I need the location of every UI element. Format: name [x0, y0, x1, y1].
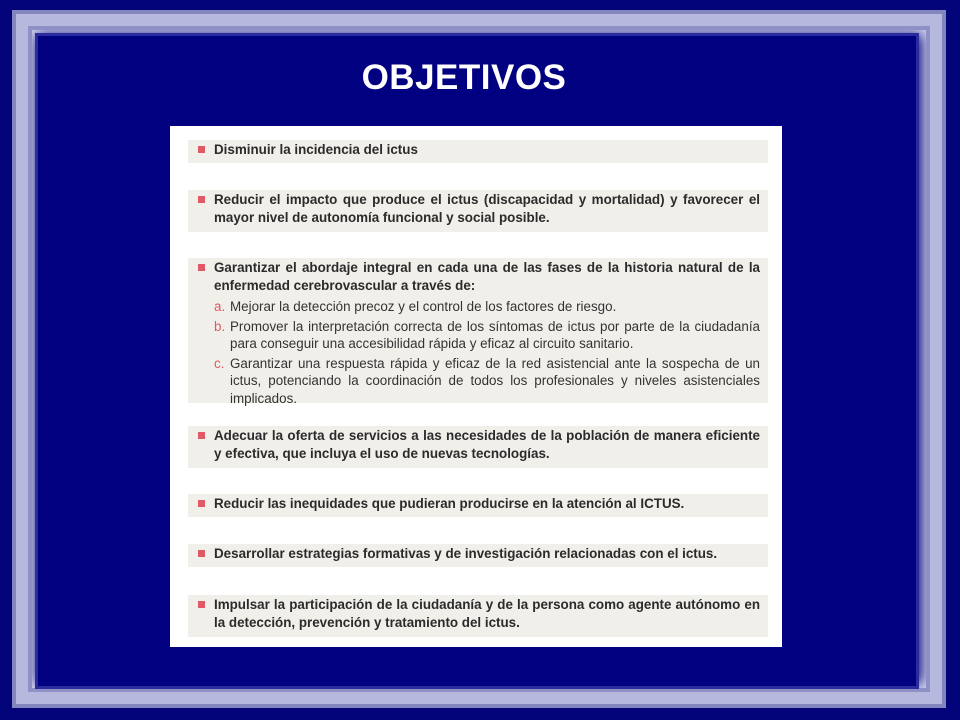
- subitem-letter: c.: [214, 355, 225, 371]
- subitem-text: Promover la interpretación correcta de los síntomas de ictus por parte de la ciudadanía para conseguir una accesibilidad rápida y eficaz al circuito sanitario.: [230, 318, 760, 351]
- subitem-b: [214, 318, 760, 353]
- objective-item-7: [188, 595, 768, 637]
- objective-text: Garantizar el abordaje integral en cada una de las fases de la historia natural de la enfermedad cerebrovascular a través de:: [214, 260, 760, 293]
- objective-item-1: [188, 140, 768, 163]
- objective-item-5: [188, 494, 768, 517]
- subitem-text: Mejorar la detección precoz y el control de los factores de riesgo.: [230, 299, 617, 314]
- bullet-square-icon: [198, 550, 205, 557]
- bullet-square-icon: [198, 601, 205, 608]
- subitem-c: [214, 355, 760, 408]
- bullet-square-icon: [198, 500, 205, 507]
- objective-item-3: [188, 258, 768, 406]
- objective-text: Adecuar la oferta de servicios a las necesidades de la población de manera eficiente y efectiva, que incluya el uso de nuevas tecnologías.: [214, 428, 760, 461]
- bullet-square-icon: [198, 146, 205, 153]
- subitem-text: Garantizar una respuesta rápida y eficaz de la red asistencial ante la sospecha de un ictus, potenciando la coordinación de todos los profesionales y niveles asistenciales implicados.: [230, 355, 760, 406]
- objective-text: Impulsar la participación de la ciudadanía y de la persona como agente autónomo en la detección, prevención y tratamiento del ictus.: [214, 597, 760, 630]
- objectives-document: [170, 126, 782, 647]
- objective-item-4: [188, 426, 768, 468]
- objective-item-2: [188, 190, 768, 232]
- objective-text: Reducir el impacto que produce el ictus (discapacidad y mortalidad) y favorecer el mayor nivel de autonomía funcional y social posible.: [214, 192, 760, 225]
- bullet-square-icon: [198, 432, 205, 439]
- bullet-square-icon: [198, 196, 205, 203]
- slide-title: OBJETIVOS: [361, 58, 567, 97]
- objective-text: Disminuir la incidencia del ictus: [214, 142, 418, 157]
- subitem-letter: a.: [214, 299, 226, 314]
- subitem-letter: b.: [214, 318, 226, 334]
- objective-text: Reducir las inequidades que pudieran producirse en la atención al ICTUS.: [214, 496, 685, 511]
- subitem-a: [214, 298, 760, 316]
- bullet-square-icon: [198, 264, 205, 271]
- objective-item-6: [188, 544, 768, 567]
- objective-text: Desarrollar estrategias formativas y de investigación relacionadas con el ictus.: [214, 546, 718, 561]
